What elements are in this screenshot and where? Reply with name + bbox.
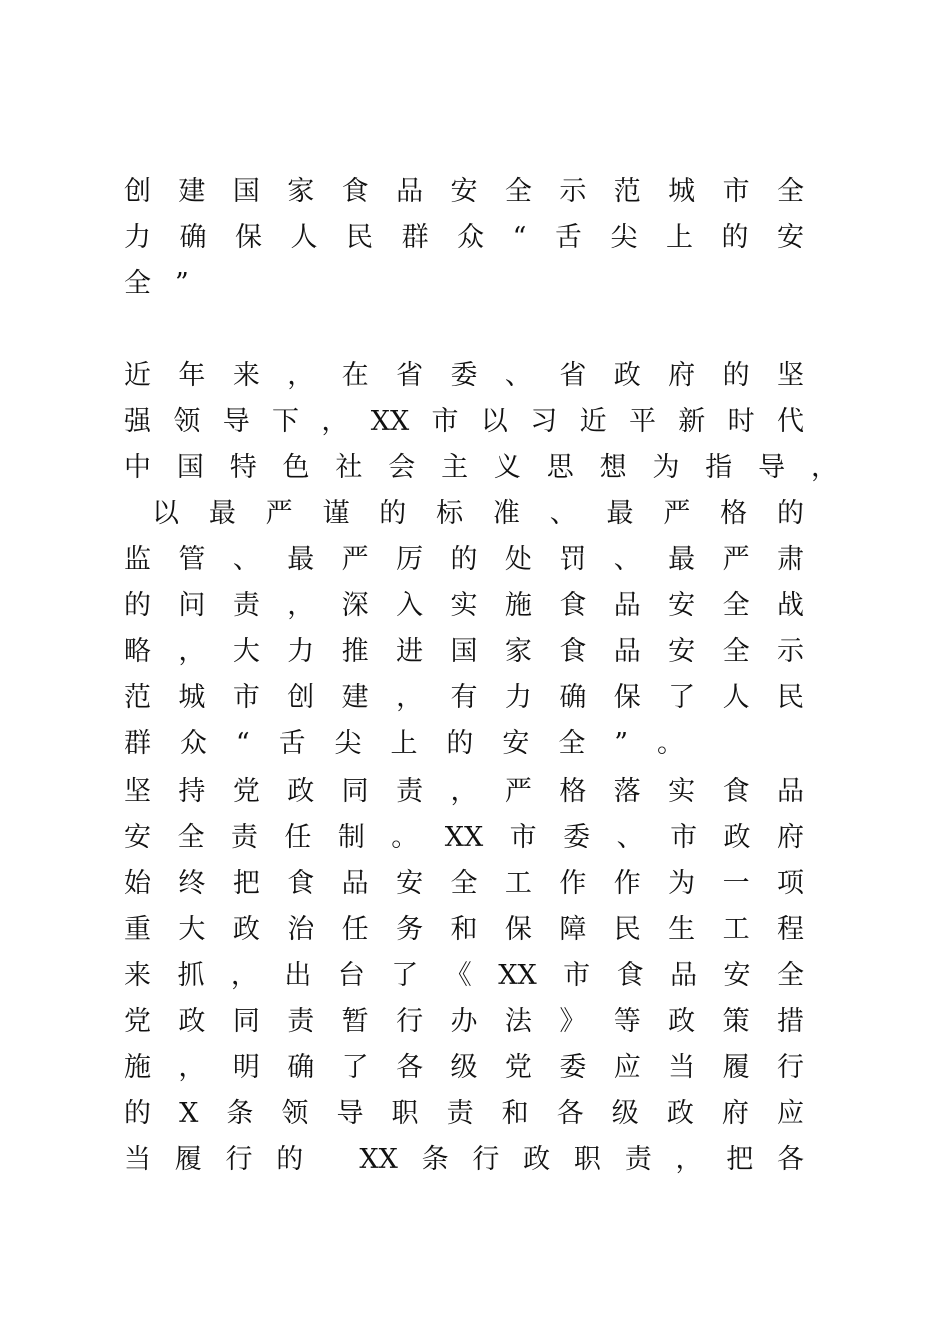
body-line: 的X条领导职责和各级政府应 — [124, 1098, 804, 1129]
body-line: 党政同责暂行办法》等政策措 — [124, 1006, 804, 1037]
body-line: 施，明确了各级党委应当履行 — [124, 1052, 804, 1083]
title-line: 全” — [124, 268, 213, 299]
body-line: 中国特色社会主义思想为指导， — [124, 452, 838, 483]
title-line: 力确保人民群众“舌尖上的安 — [124, 222, 804, 253]
body-line: 当履行的 XX条行政职责，把各 — [124, 1144, 804, 1175]
body-line: 安全责任制。XX市委、市政府 — [124, 822, 804, 853]
body-line: 监管、最严厉的处罚、最严肃 — [124, 544, 804, 575]
body-line: 的问责，深入实施食品安全战 — [124, 590, 804, 621]
body-line: 来抓，出台了《XX市食品安全 — [124, 960, 804, 991]
body-line: 近年来，在省委、省政府的坚 — [124, 360, 804, 391]
body-line: 范城市创建，有力确保了人民 — [124, 682, 804, 713]
body-line: 坚持党政同责，严格落实食品 — [124, 776, 804, 807]
title-line: 创建国家食品安全示范城市全 — [124, 176, 804, 207]
body-line: 重大政治任务和保障民生工程 — [124, 914, 804, 945]
body-line: 强领导下，XX市以习近平新时代 — [124, 406, 804, 437]
body-line: 始终把食品安全工作作为一项 — [124, 868, 804, 899]
body-line: 以最严谨的标准、最严格的 — [152, 498, 804, 529]
body-line: 略，大力推进国家食品安全示 — [124, 636, 804, 667]
body-line: 群众“舌尖上的安全”。 — [124, 728, 684, 759]
